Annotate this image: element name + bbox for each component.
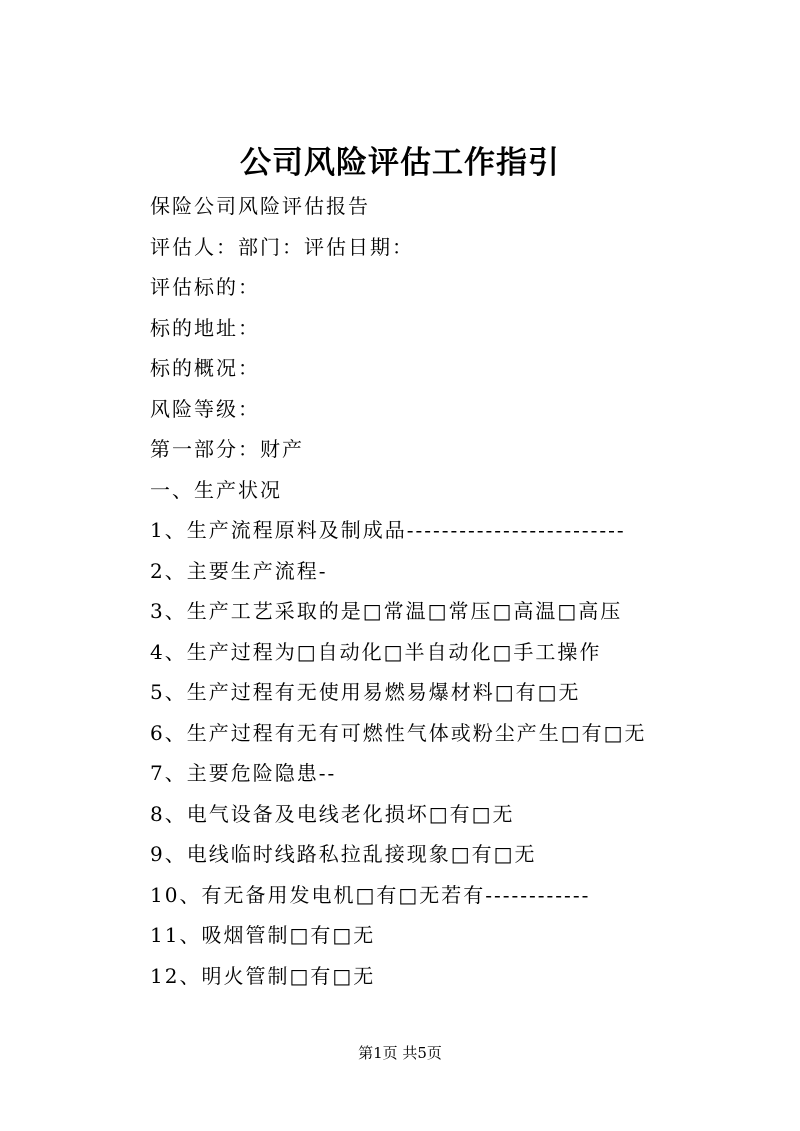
text-line: 风险等级：: [150, 396, 260, 421]
text-line: 保险公司风险评估报告: [150, 194, 370, 218]
list-item: 6、生产过程有无有可燃性气体或粉尘产生□有□无: [150, 720, 647, 745]
list-item: 9、电线临时线路私拉乱接现象□有□无: [150, 842, 537, 866]
list-item: 3、生产工艺采取的是□常温□常压□高温□高压: [150, 599, 623, 623]
text-line: 标的概况：: [150, 356, 260, 380]
text-line: 评估标的：: [150, 275, 260, 299]
list-item: 1、生产流程原料及制成品-------------------------: [150, 518, 626, 542]
list-item: 12、明火管制□有□无: [150, 963, 376, 988]
list-item: 8、电气设备及电线老化损坏□有□无: [150, 801, 515, 826]
text-line: 评估人：部门：评估日期：: [150, 234, 414, 259]
list-item: 10、有无备用发电机□有□无若有------------: [150, 882, 591, 907]
list-item: 7、主要危险隐患--: [150, 761, 337, 785]
list-item: 5、生产过程有无使用易燃易爆材料□有□无: [150, 680, 581, 704]
document-title: 公司风险评估工作指引: [240, 145, 560, 181]
list-item: 11、吸烟管制□有□无: [150, 923, 376, 947]
subsection-heading: 一、生产状况: [150, 477, 282, 502]
list-item: 4、生产过程为□自动化□半自动化□手工操作: [150, 639, 602, 664]
section-heading: 第一部分：财产: [150, 437, 304, 461]
page-number-footer: 第1页 共5页: [358, 1044, 442, 1062]
list-item: 2、主要生产流程-: [150, 558, 328, 583]
document-body: [150, 186, 770, 996]
text-line: 标的地址：: [150, 315, 260, 340]
